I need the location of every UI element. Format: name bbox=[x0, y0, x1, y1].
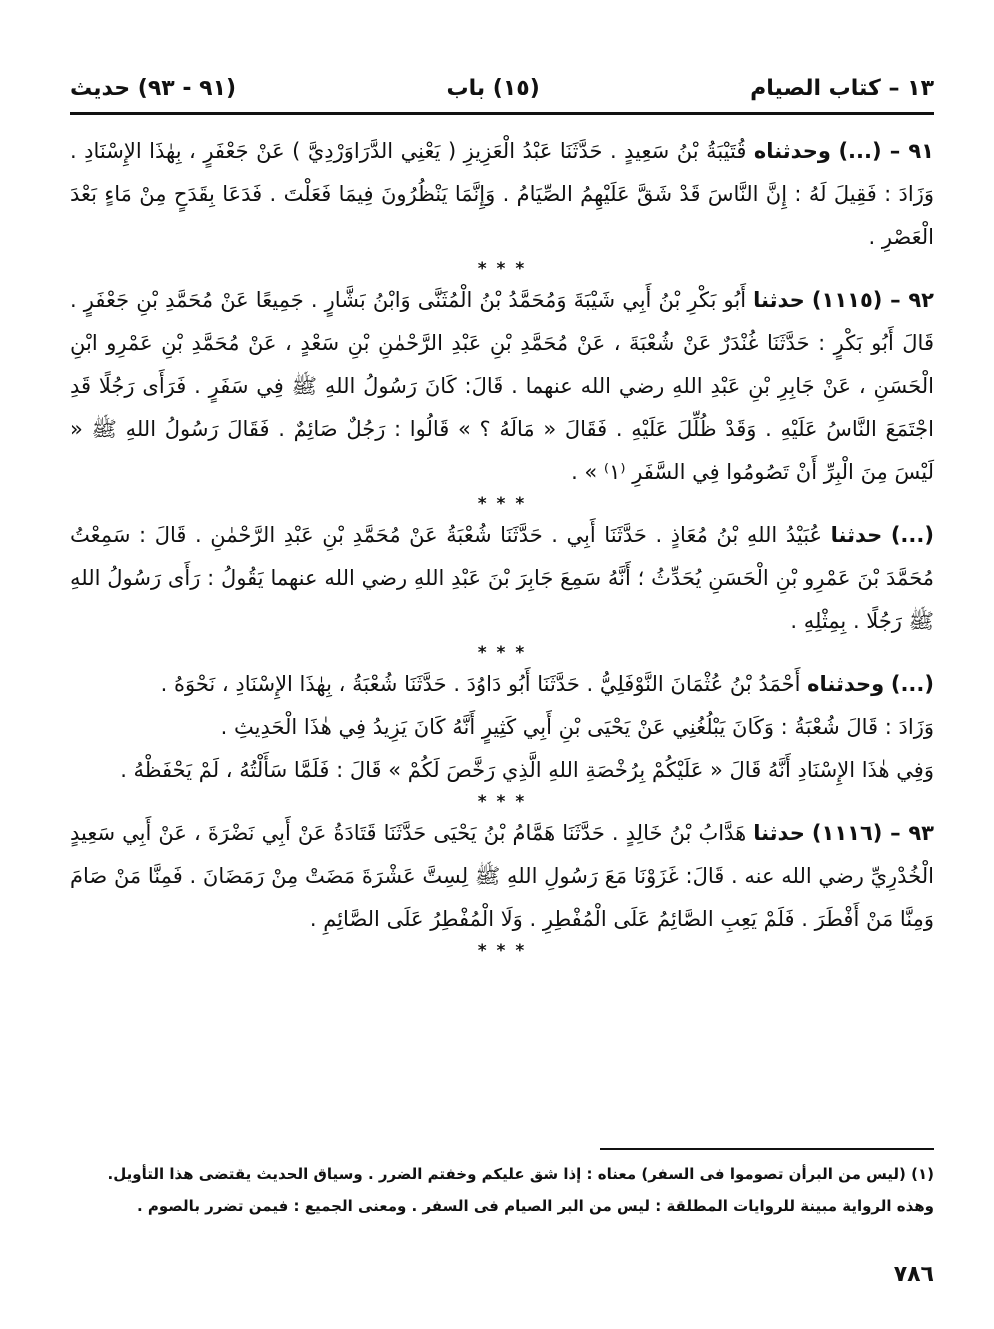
hadith-lead: وحدثناه bbox=[753, 139, 831, 163]
separator: * * * bbox=[477, 259, 527, 279]
header-chapter: (١٥) باب bbox=[446, 75, 540, 101]
hadith-92-variant-1 bbox=[70, 514, 934, 643]
hadith-93 bbox=[70, 812, 934, 941]
hadith-body: هَدَّابُ بْنُ خَالِدٍ . حَدَّثَنَا هَمَّامُ بْنُ يَحْيَى حَدَّثَنَا قَتَادَةُ عَنْ أَبِي نَضْرَةَ ، عَنْ أَبِي سَعِيدٍ الْخُدْرِيِّ رضي الله عنه . قَالَ: غَزَوْنَا مَعَ رَسُولِ اللهِ ﷺ لِسِتَّ عَشْرَةَ مَضَتْ مِنْ رَمَضَانَ . فَمِنَّا مَنْ صَامَ وَمِنَّا مَنْ أَفْطَرَ . فَلَمْ يَعِبِ الصَّائِمُ عَلَى الْمُفْطِرِ . وَلَا الْمُفْطِرُ عَلَى الصَّائِمِ . bbox=[70, 821, 934, 931]
hadith-lead: حدثنا bbox=[753, 821, 805, 845]
footnotes bbox=[70, 1158, 934, 1222]
hadith-text bbox=[70, 130, 934, 961]
footnote-rule bbox=[600, 1148, 934, 1150]
running-header bbox=[70, 68, 934, 108]
separator: * * * bbox=[477, 494, 527, 514]
header-rule bbox=[70, 112, 934, 115]
hadith-number: (...) bbox=[890, 672, 934, 696]
hadith-body: عُبَيْدُ اللهِ بْنُ مُعَاذٍ . حَدَّثَنَا أَبِي . حَدَّثَنَا شُعْبَةُ عَنْ مُحَمَّدِ بْنِ عَبْدِ الرَّحْمٰنِ . قَالَ : سَمِعْتُ مُحَمَّدَ بْنَ عَمْرِو بْنِ الْحَسَنِ يُحَدِّثُ ؛ أَنَّهُ سَمِعَ جَابِرَ بْنَ عَبْدِ اللهِ رضي الله عنهما يَقُولُ : رَأَى رَسُولُ اللهِ ﷺ رَجُلًا . بِمِثْلِهِ . bbox=[70, 523, 934, 633]
header-book-title: ١٣ – كتاب الصيام bbox=[750, 75, 934, 101]
hadith-92 bbox=[70, 279, 934, 494]
hadith-body: وَزَادَ : قَالَ شُعْبَةُ : وَكَانَ يَبْلُغُنِي عَنْ يَحْيَى بْنِ أَبِي كَثِيرٍ أَنَّهُ كَانَ يَزِيدُ فِي هٰذَا الْحَدِيثِ . bbox=[220, 715, 934, 739]
hadith-number: ٩١ – (...) bbox=[838, 139, 934, 163]
footnote-line: وهذه الرواية مبينة للروايات المطلقة : ليس من البر الصيام فى السفر . ومعنى الجميع : فيمن تضرر بالصوم . bbox=[136, 1197, 934, 1215]
hadith-number: (...) bbox=[890, 523, 934, 547]
hadith-body: وَفِي هٰذَا الإِسْنَادِ أَنَّهُ قَالَ « عَلَيْكُمْ بِرُخْصَةِ اللهِ الَّذِي رَخَّصَ لَكُمْ » قَالَ : فَلَمَّا سَأَلْتُهُ ، لَمْ يَحْفَظْهُ . bbox=[120, 758, 934, 782]
separator: * * * bbox=[477, 792, 527, 812]
separator: * * * bbox=[477, 643, 527, 663]
hadith-number: ٩٢ – (١١١٥) bbox=[811, 288, 934, 312]
separator: * * * bbox=[477, 941, 527, 961]
hadith-lead: حدثنا bbox=[753, 288, 805, 312]
hadith-lead: وحدثناه bbox=[807, 672, 885, 696]
header-hadith-range: (٩١ - ٩٣) حديث bbox=[70, 75, 237, 101]
hadith-92-addition bbox=[70, 706, 934, 749]
hadith-body: أَحْمَدُ بْنُ عُثْمَانَ النَّوْفَلِيُّ . حَدَّثَنَا أَبُو دَاوُدَ . حَدَّثَنَا شُعْبَةُ ، بِهٰذَا الإِسْنَادِ ، نَحْوَهُ . bbox=[160, 672, 801, 696]
hadith-92-variant-2 bbox=[70, 663, 934, 706]
hadith-91 bbox=[70, 130, 934, 259]
footnote-line: (١) (ليس من البرأن تصوموا فى السفر) معناه : إذا شق عليكم وخفتم الضرر . وسياق الحديث يقتضى هذا التأويل. bbox=[107, 1165, 934, 1183]
hadith-body: قُتَيْبَةُ بْنُ سَعِيدٍ . حَدَّثَنَا عَبْدُ الْعَزِيزِ ( يَعْنِي الدَّرَاوَرْدِيَّ ) عَنْ جَعْفَرٍ ، بِهٰذَا الإِسْنَادِ . وَزَادَ : فَقِيلَ لَهُ : إِنَّ النَّاسَ قَدْ شَقَّ عَلَيْهِمُ الصِّيَامُ . وَإِنَّمَا يَنْظُرُونَ فِيمَا فَعَلْتَ . فَدَعَا بِقَدَحٍ مِنْ مَاءٍ بَعْدَ الْعَصْرِ . bbox=[70, 139, 934, 249]
hadith-lead: حدثنا bbox=[830, 523, 883, 547]
hadith-body: أَبُو بَكْرِ بْنُ أَبِي شَيْبَةَ وَمُحَمَّدُ بْنُ الْمُثَنَّى وَابْنُ بَشَّارٍ . جَمِيعًا عَنْ مُحَمَّدِ بْنِ جَعْفَرٍ . قَالَ أَبُو بَكْرٍ : حَدَّثَنَا غُنْدَرٌ عَنْ شُعْبَةَ ، عَنْ مُحَمَّدِ بْنِ عَبْدِ الرَّحْمٰنِ بْنِ سَعْدٍ ، عَنْ مُحَمَّدِ بْنِ عَمْرِو ابْنِ الْحَسَنِ ، عَنْ جَابِرِ بْنِ عَبْدِ اللهِ رضي الله عنهما . قَالَ: كَانَ رَسُولُ اللهِ ﷺ فِي سَفَرٍ . فَرَأَى رَجُلًا قَدِ اجْتَمَعَ النَّاسُ عَلَيْهِ . وَقَدْ ظُلِّلَ عَلَيْهِ . فَقَالَ « مَالَهُ ؟ » قَالُوا : رَجُلٌ صَائِمٌ . فَقَالَ رَسُولُ اللهِ ﷺ « لَيْسَ مِنَ الْبِرِّ أَنْ تَصُومُوا فِي السَّفَرِ ⁽١⁾ » . bbox=[70, 288, 934, 484]
page-number: ٧٨٦ bbox=[893, 1262, 934, 1287]
hadith-92-isnad-note bbox=[70, 749, 934, 792]
hadith-number: ٩٣ – (١١١٦) bbox=[811, 821, 934, 845]
